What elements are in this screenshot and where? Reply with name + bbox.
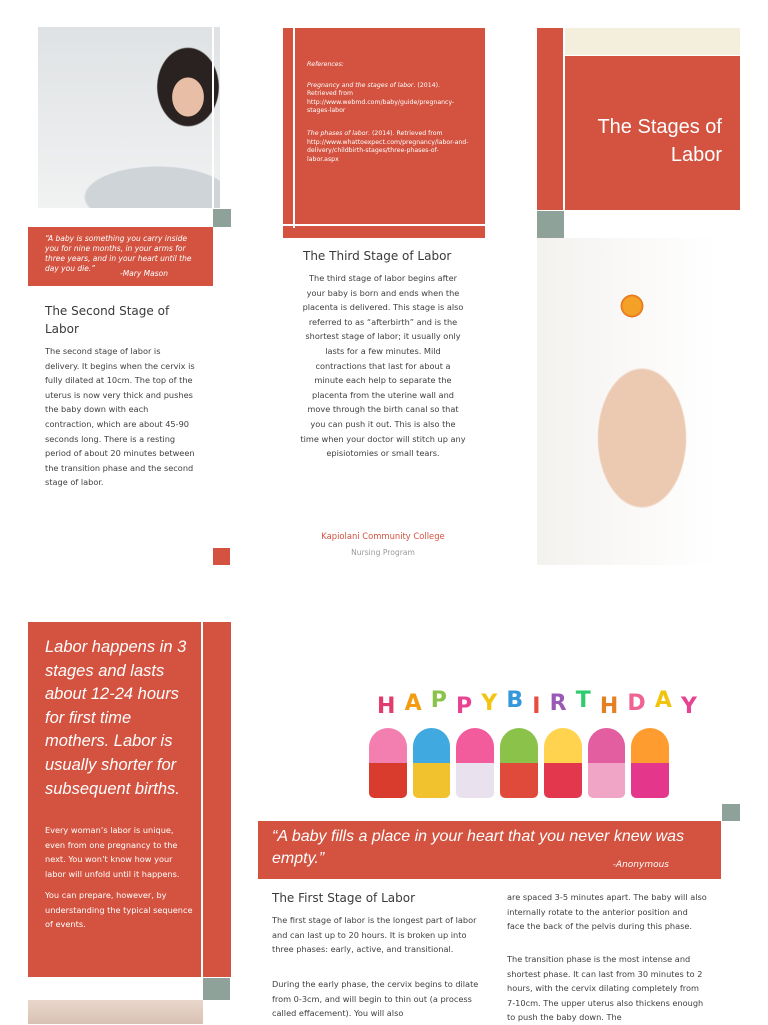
first-stage-heading: The First Stage of Labor [272, 891, 416, 905]
quote-box-mary [28, 227, 213, 286]
birthday-letter: I [532, 694, 541, 719]
birthday-letter: A [404, 691, 422, 716]
ref2-title: The phases of labor [307, 129, 369, 137]
third-stage-body: The third stage of labor begins after your baby is born and ends when the placenta is delivered. This stage is also referred to as “afterbirth” and is the shortest stage of labor; it usually only lasts for a few minutes. Mild contractions that last for about a minute each help to separate the placenta from the uterine wall and move through the birth canal so that you can push it out. This is also the time when your doctor will stitch up any episiotomies or small tears. [300, 273, 466, 459]
birthday-letter: H [377, 694, 396, 719]
first-stage-col2-p1: are spaced 3-5 minutes apart. The baby will also internally rotate to the anterior position and face the back of the pelvis during this phase. [507, 892, 707, 932]
cover-cream-band [565, 28, 740, 55]
intro-box [28, 622, 231, 977]
labor-photo [38, 27, 220, 208]
intro-italic-text: Labor happens in 3 stages and lasts about 12-24 hours for first time mothers. Labor is usually shorter for subsequent births. [45, 638, 187, 798]
anonymous-quote-author: -Anonymous [612, 860, 669, 870]
birthday-letter: R [549, 691, 567, 716]
birthday-letter: T [575, 688, 591, 713]
birthday-letter: H [599, 694, 619, 719]
birthday-letter: B [506, 688, 524, 713]
third-stage-heading: The Third Stage of Labor [303, 249, 452, 263]
anonymous-quote-text: “A baby fills a place in your heart that you never knew was empty.” [272, 828, 685, 867]
birthday-letter: P [456, 694, 473, 719]
references-heading: References: [307, 61, 344, 68]
second-stage-heading: The Second Stage of Labor [45, 304, 170, 336]
birthday-letter: Y [680, 694, 697, 719]
college-name: Kapiolani Community College [321, 531, 445, 541]
birthday-letter: P [430, 688, 447, 713]
decor-square [213, 209, 231, 227]
references-box [283, 28, 485, 238]
birthday-cupcakes-image [307, 628, 697, 806]
cover-title-line2: Labor [670, 144, 722, 166]
birthday-letter: D [627, 691, 646, 716]
first-stage-p2: During the early phase, the cervix begins to dilate from 0-3cm, and will begin to thin out (a process called effacement). You will also [272, 979, 479, 1019]
birthday-letter: A [654, 688, 672, 713]
quote-box-anonymous [258, 821, 721, 879]
quote-text: “A baby is something you carry inside you for nine months, in your arms for three years, and in your heart until the day you die.” [45, 234, 192, 273]
cupcakes-row [369, 728, 669, 798]
intro-paragraph-2: You can prepare, however, by understanding the typical sequence of events. [45, 890, 193, 930]
ref2-rest: . (2014). Retrieved from http://www.whattoexpect.com/pregnancy/labor-and-delivery/childbirth-stages/three-phases-of-labor.aspx [307, 129, 469, 163]
decor-square [722, 804, 740, 821]
quote-author: -Mary Mason [120, 269, 168, 278]
decor-square [203, 978, 230, 1000]
pregnant-belly-photo [537, 238, 718, 565]
cover-title-line1: The Stages of [597, 116, 722, 138]
first-stage-col2-p2: The transition phase is the most intense and shortest phase. It can last from 30 minutes to 2 hours, with the cervix dilating completely from 7-10cm. The upper uterus also thickens enough to push the baby down. The [507, 954, 704, 1023]
decor-square-small [213, 548, 230, 565]
program-name: Nursing Program [351, 548, 415, 557]
ref1-title: Pregnancy and the stages of labor [307, 81, 414, 89]
ref1-rest: . (2014). Retrieved from http://www.webmd.com/baby/guide/pregnancy-stages-labor [307, 81, 455, 115]
cover-side-strip [537, 28, 563, 210]
intro-paragraph-1: Every woman’s labor is unique, even from one pregnancy to the next. You won’t know how your labor will unfold until it happens. [45, 825, 180, 879]
first-stage-p1: The first stage of labor is the longest part of labor and can last up to 20 hours. It is broken up into three phases: early, active, and transitional. [272, 915, 477, 955]
decor-square [537, 211, 564, 238]
second-stage-body: The second stage of labor is delivery. It begins when the cervix is fully dilated at 10cm. The top of the uterus is now very thick and pushes the baby down with each contraction, which are about 45-90 seconds long. There is a resting period of about 20 minutes between the transition phase and the second stage of labor. [45, 346, 195, 488]
birthday-letter: Y [481, 691, 498, 716]
cover-title-box [565, 56, 740, 210]
bottom-photo [28, 1000, 203, 1024]
